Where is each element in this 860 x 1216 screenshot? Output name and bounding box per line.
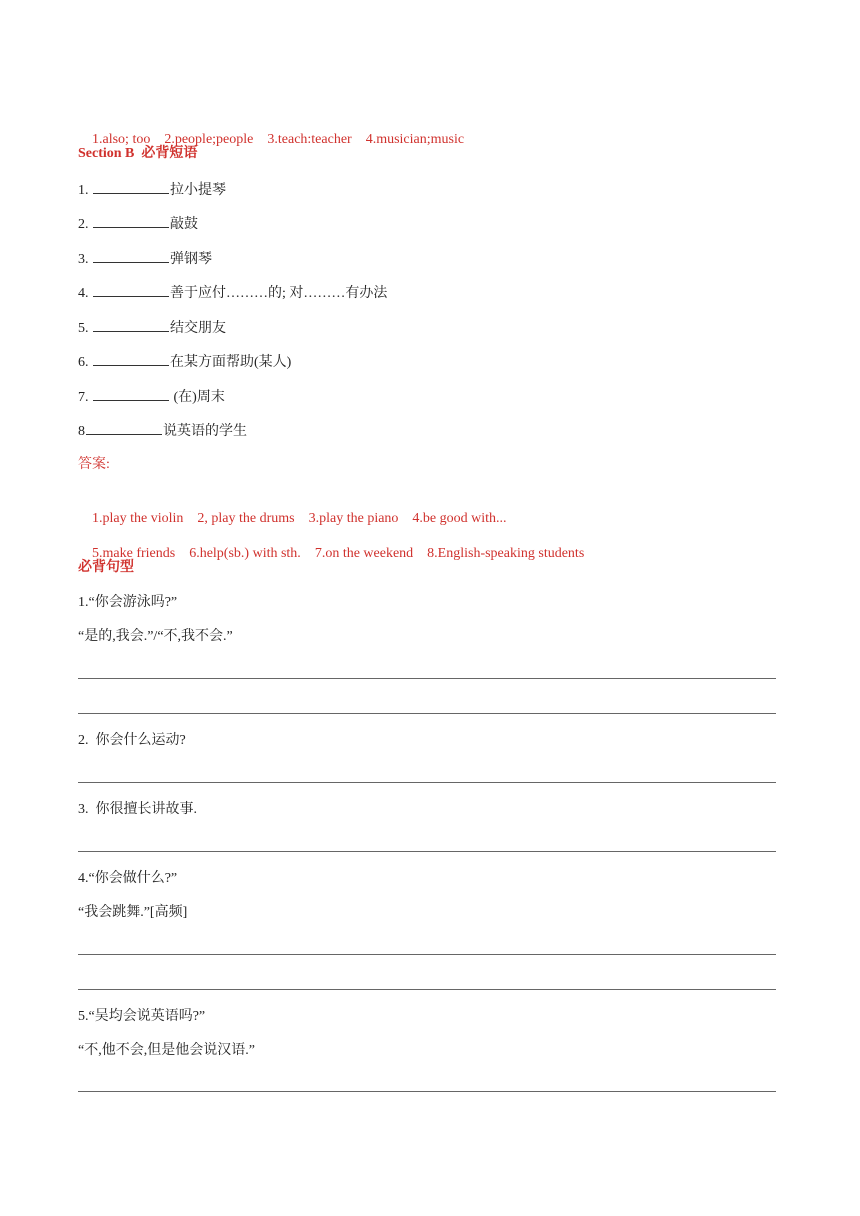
writing-line[interactable]	[78, 954, 776, 955]
phrase-text: 弹钢琴	[170, 252, 212, 267]
fill-blank[interactable]	[93, 317, 169, 332]
fill-blank[interactable]	[86, 420, 162, 435]
sentence-5-answer: “不,他不会,但是他会说汉语.”	[78, 1043, 255, 1058]
phrase-item-4	[78, 282, 387, 304]
phrase-item-5	[78, 317, 226, 339]
fill-blank[interactable]	[93, 213, 169, 228]
answer-item: 4.be good with...	[412, 511, 507, 526]
answer-item: 4.musician;music	[365, 132, 465, 147]
phrase-number: 5.	[78, 321, 92, 336]
fill-blank[interactable]	[93, 282, 169, 297]
answer-item: 1.play the violin	[92, 511, 184, 526]
phrase-number: 1.	[78, 183, 92, 198]
phrase-text: 在某方面帮助(某人)	[170, 355, 292, 370]
phrase-item-7	[78, 386, 225, 408]
phrase-number: 2.	[78, 217, 92, 232]
phrase-number: 8	[78, 424, 85, 439]
writing-line[interactable]	[78, 851, 776, 852]
writing-line[interactable]	[78, 678, 776, 679]
section-b-prefix: Section B	[78, 146, 135, 161]
sentence-4-answer: “我会跳舞.”[高频]	[78, 905, 188, 920]
phrase-text: 善于应付………的; 对………有办法	[170, 286, 388, 301]
phrase-text: 说英语的学生	[163, 424, 247, 439]
writing-line[interactable]	[78, 1091, 776, 1092]
phrase-text: (在)周末	[170, 390, 225, 405]
answer-item: 2, play the drums	[197, 511, 295, 526]
phrase-text: 拉小提琴	[170, 183, 226, 198]
phrase-text: 结交朋友	[170, 321, 226, 336]
fill-blank[interactable]	[93, 351, 169, 366]
phrase-item-1	[78, 179, 226, 201]
sentence-1-answer: “是的,我会.”/“不,我不会.”	[78, 629, 233, 644]
sentences-heading: 必背句型	[78, 560, 134, 575]
sentence-4-question: 4.“你会做什么?”	[78, 871, 178, 886]
section-b-heading	[78, 144, 197, 164]
writing-line[interactable]	[78, 782, 776, 783]
phrase-item-3	[78, 248, 212, 270]
answers-section-b-line2	[78, 524, 598, 584]
answer-item: 8.English-speaking students	[427, 546, 585, 561]
sentence-5-question: 5.“吴均会说英语吗?”	[78, 1009, 206, 1024]
phrase-item-6	[78, 351, 291, 373]
writing-line[interactable]	[78, 989, 776, 990]
fill-blank[interactable]	[93, 179, 169, 194]
answer-item: 7.on the weekend	[314, 546, 414, 561]
phrase-item-2	[78, 213, 198, 235]
phrase-number: 7.	[78, 390, 92, 405]
phrase-item-8	[78, 420, 247, 442]
section-b-title: 必背短语	[141, 146, 198, 161]
phrase-number: 3.	[78, 252, 92, 267]
phrase-number: 6.	[78, 355, 92, 370]
answer-item: 2.people;people	[164, 132, 254, 147]
writing-line[interactable]	[78, 713, 776, 714]
fill-blank[interactable]	[93, 386, 169, 401]
answer-item: 5.make friends	[92, 546, 176, 561]
sentence-1-question: 1.“你会游泳吗?”	[78, 595, 178, 610]
fill-blank[interactable]	[93, 248, 169, 263]
answer-item: 1.also; too	[92, 132, 151, 147]
answer-item: 3.teach:teacher	[267, 132, 352, 147]
answer-item: 6.help(sb.) with sth.	[189, 546, 301, 561]
phrase-number: 4.	[78, 286, 92, 301]
sentence-2-question: 2. 你会什么运动?	[78, 733, 186, 748]
answer-label: 答案:	[78, 457, 110, 472]
answer-item: 3.play the piano	[308, 511, 399, 526]
sentence-3-question: 3. 你很擅长讲故事.	[78, 802, 197, 817]
phrase-text: 敲鼓	[170, 217, 198, 232]
